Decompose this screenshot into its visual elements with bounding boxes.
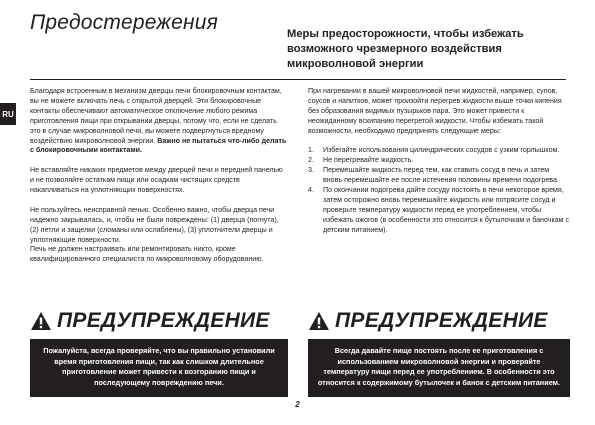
- list-item-number: 1.: [308, 146, 314, 155]
- warning-heading-text: ПРЕДУПРЕЖДЕНИЕ: [335, 309, 548, 332]
- door-interlock-paragraph: [30, 87, 288, 156]
- list-item-text: Перемешайте жидкость перед тем, как ставить сосуд в печь и затем вновь перемешайте ее после истечения половины времени подогрева.: [323, 166, 559, 185]
- left-column: [30, 87, 288, 275]
- language-tab: RU: [0, 103, 16, 125]
- door-interlock-bold-note: Важно не пытаться что-либо делать с блокировочными контактами.: [30, 136, 287, 155]
- list-item: [308, 156, 570, 166]
- warning-triangle-icon: [308, 311, 330, 331]
- warning-heading-text: ПРЕДУПРЕЖДЕНИЕ: [57, 309, 270, 332]
- list-item-text: Избегайте использования цилиндрических сосудов с узким горлышком.: [323, 146, 560, 155]
- right-column: [308, 87, 570, 236]
- section-subtitle: Меры предосторожности, чтобы избежать возможного чрезмерного воздействия микроволновой энергии: [287, 28, 524, 70]
- list-item-number: 2.: [308, 156, 314, 165]
- warning-triangle-icon: [30, 311, 52, 331]
- door-gap-paragraph: Не вставляйте никаких предметов между дверцей печи и передней панелью и не позволяйте остаткам пищи или осадкам чистящих средств накапливаться на уплотняющих поверхностях.: [30, 166, 283, 195]
- warning-box-right: Всегда давайте пище постоять после ее приготовления с использованием микроволновой энергии и проверяйте температуру пищи перед ее употреблением. В особенности это относится к содержимому бутылочек и банок с детским питанием.: [308, 339, 570, 397]
- precautions-list: [308, 146, 570, 235]
- repair-paragraph: Печь не должен настраивать или ремонтировать никто, кроме квалифицированного специалиста по микроволновому оборудованию.: [30, 245, 264, 264]
- header-divider: [30, 79, 566, 80]
- list-item-number: 4.: [308, 186, 314, 195]
- page-title: Предостережения: [30, 11, 219, 34]
- list-item-text: По окончании подогрева дайте сосуду постоять в печи некоторое время, затем осторожно вновь перемешайте жидкость или потрясите сосуд и проверьте температуру жидкости перед ее употреблением, чтобы избежать ожогов (в особенности это относится к бутылочкам и баночкам с детским питанием).: [323, 186, 570, 234]
- damaged-oven-paragraph: Не пользуйтесь неисправной печью. Особенно важно, чтобы дверца печи надежно закрывалась, и, чтобы не были повреждены: (1) дверца (погнута), (2) петли и защелки (сломаны или ослаблены), (3) уплотнители дверцы и уплотняющие поверхности.: [30, 205, 279, 244]
- list-item-number: 3.: [308, 166, 314, 175]
- warning-box-left: Пожалуйста, всегда проверяйте, что вы правильно установили время приготовления пищи, так как слишком длительное приготовление может привести к возгоранию пищи и последующему повреждению печи.: [30, 339, 288, 397]
- list-item-text: Не перегревайте жидкость.: [323, 156, 414, 165]
- door-interlock-text: Благодаря встроенным в механизм дверцы печи блокировочным контактам, вы не можете включать печь с открытой дверцей. Эти блокировочные контакты обеспечивают автоматическое отключение любого режима приготовления пищи при открывании дверцы, потому что, если не сделать это в случае микроволновой печи, вы можете подвергнуться вредному воздействию микроволновой энергии.: [30, 87, 282, 145]
- superheating-intro: При нагревании в вашей микроволновой печи жидкостей, например, супов, соусов и напитков, может произойти перегрев жидкости выше точки кипения без образования видимых пузырьков пара. Это может привести к неожиданному вскипанию перегретой жидкости. Чтобы избежать такой возможности, необходимо предпринять следующие меры:: [308, 87, 562, 135]
- list-item: [308, 146, 570, 156]
- page-number: 2: [295, 400, 300, 409]
- list-item: [308, 186, 570, 236]
- warning-heading-left: [30, 309, 270, 333]
- list-item: [308, 166, 570, 186]
- warning-heading-right: [308, 309, 548, 333]
